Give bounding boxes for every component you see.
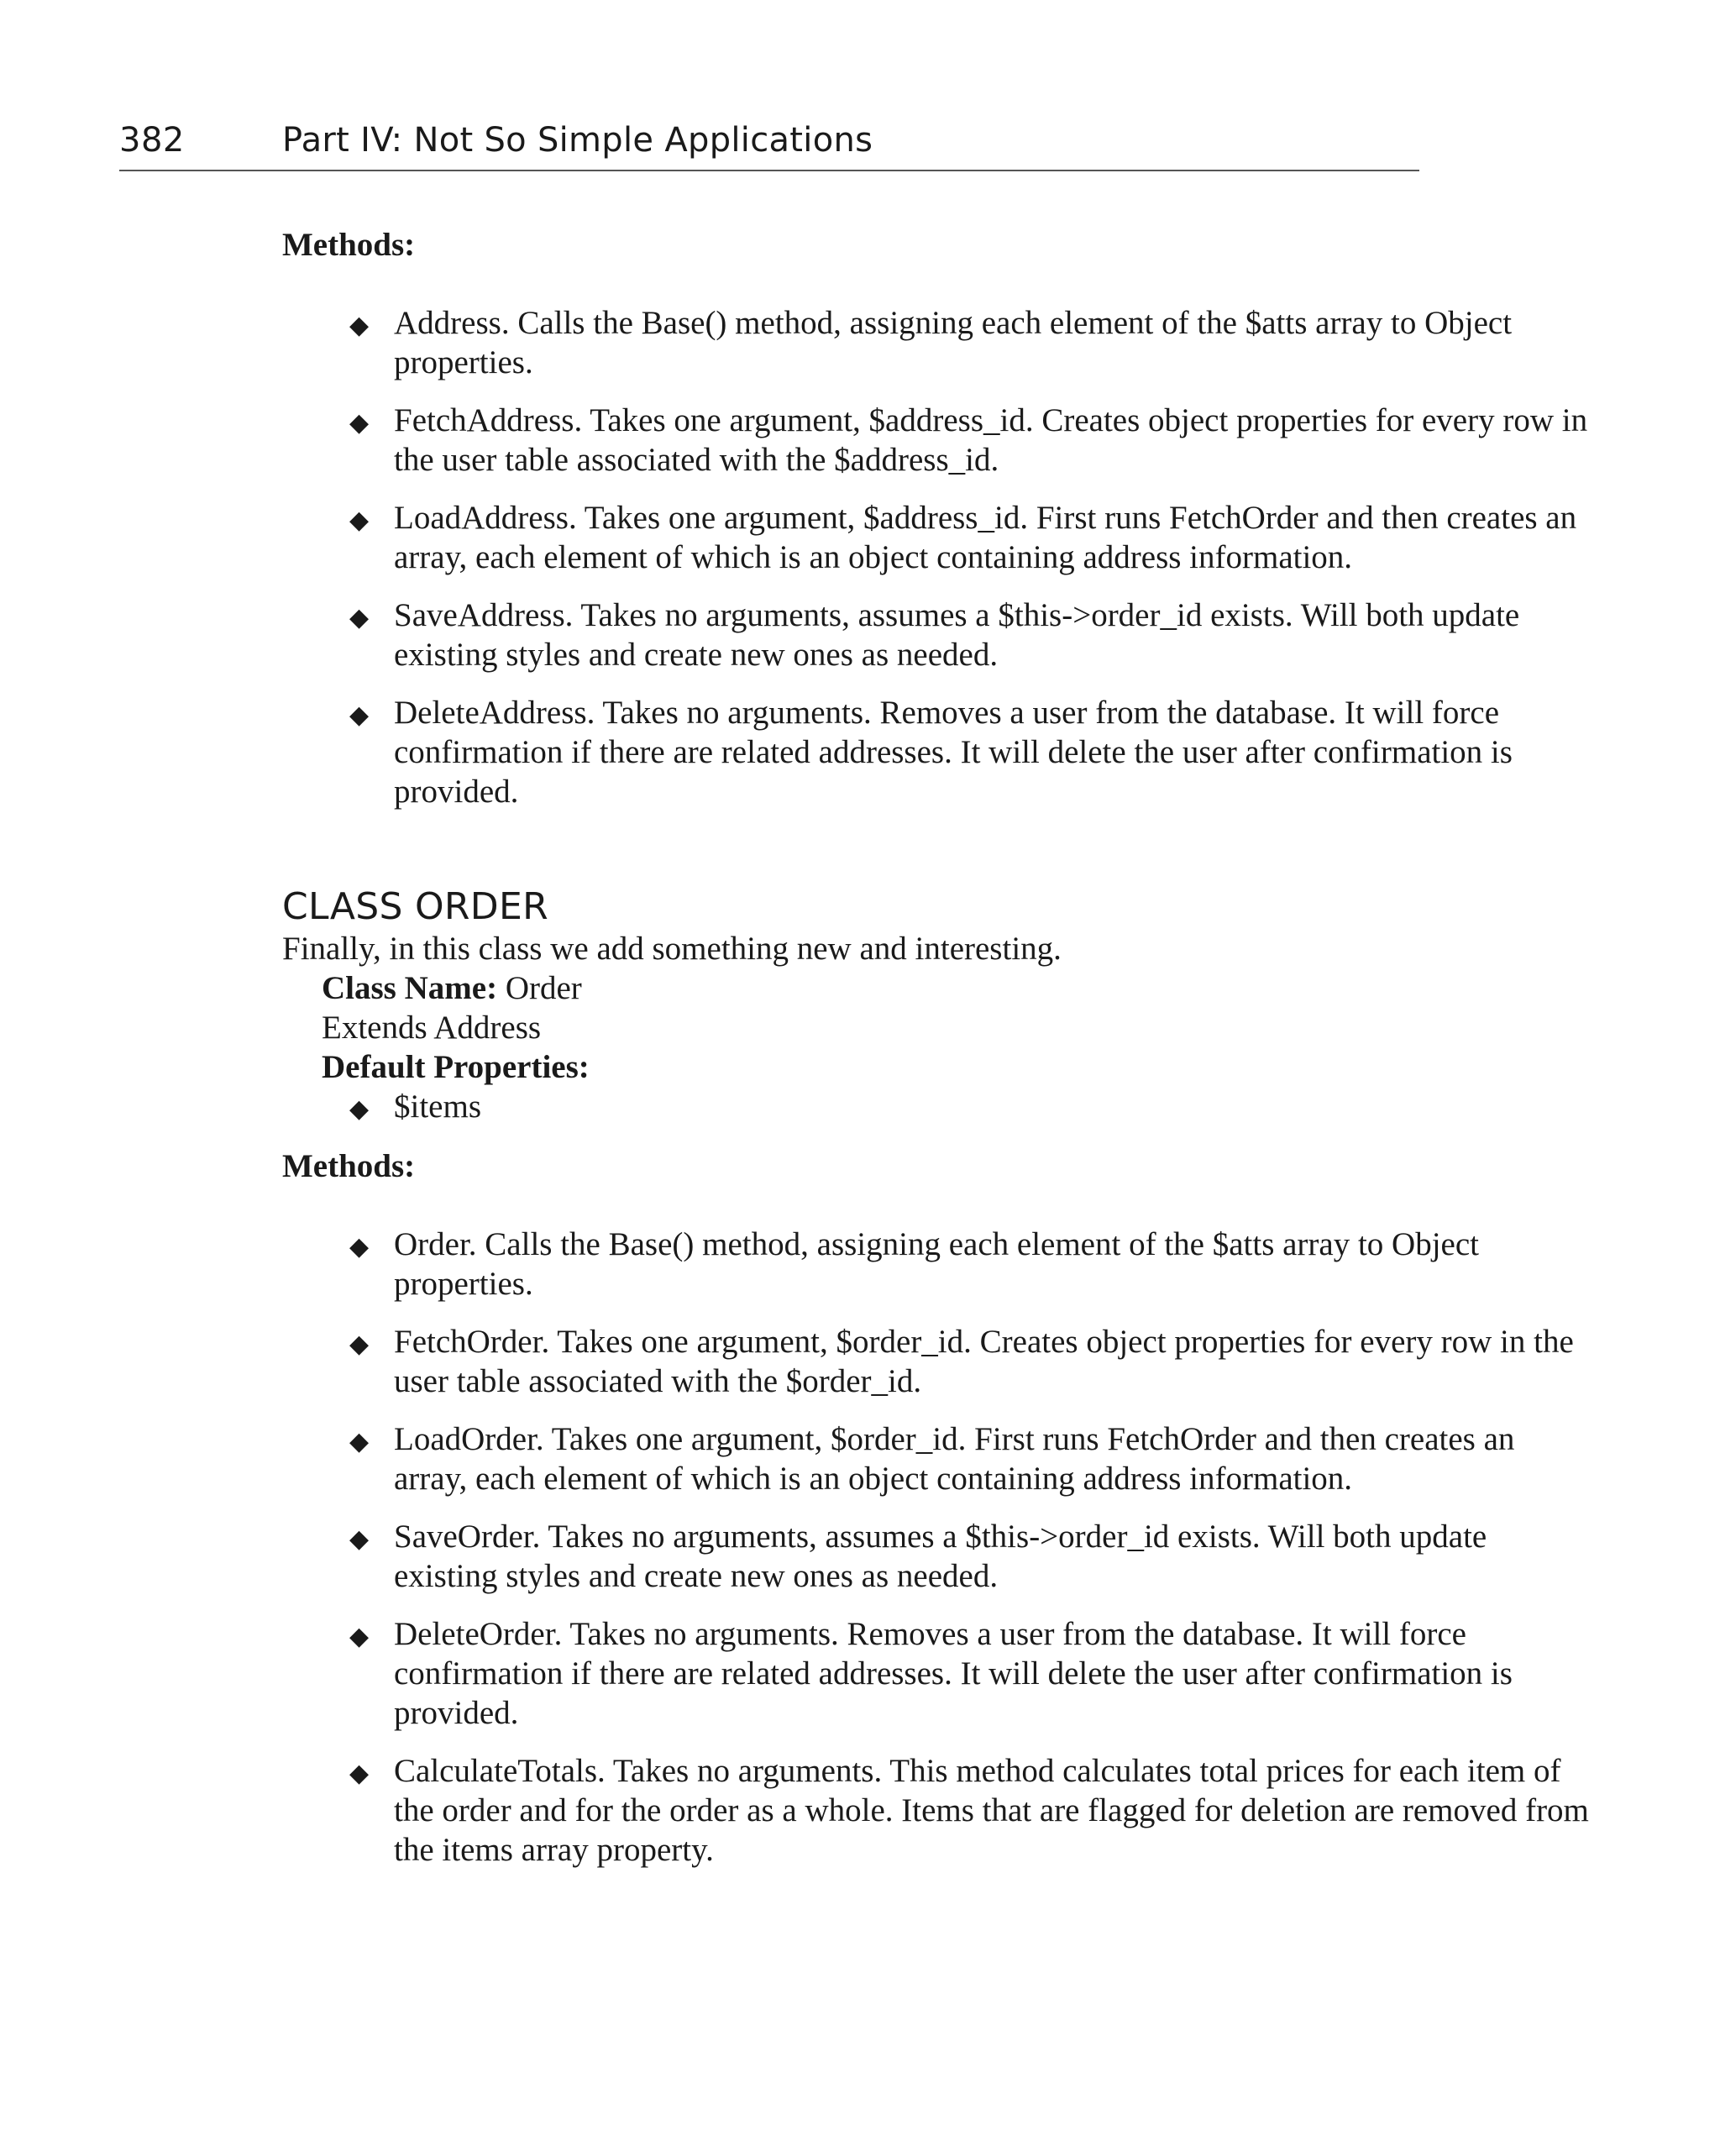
class-info (282, 968, 1424, 1087)
list-item-text: SaveOrder. Takes no arguments, assumes a $this->order_id exists. Will both update existing styles and create new ones as needed. (394, 1519, 1487, 1594)
diamond-bullet-icon: ◆ (349, 603, 370, 632)
diamond-bullet-icon: ◆ (349, 1330, 370, 1359)
list-item (282, 401, 1596, 480)
order-methods-label: Methods: (282, 1148, 416, 1184)
list-item (282, 1225, 1596, 1304)
extends-line: Extends Address (322, 1010, 542, 1046)
address-methods-label: Methods: (282, 227, 416, 263)
diamond-bullet-icon: ◆ (349, 311, 370, 340)
diamond-bullet-icon: ◆ (349, 700, 370, 730)
running-title: Part IV: Not So Simple Applications (282, 121, 873, 160)
list-item-text: Address. Calls the Base() method, assigning each element of the $atts array to Object properties. (394, 305, 1513, 380)
list-item-text: DeleteOrder. Takes no arguments. Removes a user from the database. It will force confirmation if there are related addresses. It will delete the user after confirmation is provided. (394, 1616, 1513, 1731)
list-item-text: LoadOrder. Takes one argument, $order_id. First runs FetchOrder and then creates an array, each element of which is an object containing address information. (394, 1421, 1515, 1497)
diamond-bullet-icon: ◆ (349, 1759, 370, 1788)
list-item-text: Order. Calls the Base() method, assigning each element of the $atts array to Object properties. (394, 1226, 1480, 1302)
diamond-bullet-icon: ◆ (349, 1524, 370, 1554)
list-item-text: LoadAddress. Takes one argument, $address_id. First runs FetchOrder and then creates an array, each element of which is an object containing address information. (394, 500, 1577, 575)
list-item (282, 498, 1596, 577)
list-item-text: FetchAddress. Takes one argument, $address_id. Creates object properties for every row in the user table associated with the $address_id. (394, 402, 1588, 478)
diamond-bullet-icon: ◆ (349, 1232, 370, 1262)
page-number: 382 (119, 121, 185, 160)
list-item (282, 1322, 1596, 1401)
diamond-bullet-icon: ◆ (349, 1622, 370, 1651)
list-item-text: FetchOrder. Takes one argument, $order_id. Creates object properties for every row in the user table associated with the $order_id. (394, 1324, 1574, 1399)
list-item-text: SaveAddress. Takes no arguments, assumes a $this->order_id exists. Will both update existing styles and create new ones as needed. (394, 597, 1520, 673)
section-intro: Finally, in this class we add something new and interesting. (282, 931, 1062, 967)
class-name-line (322, 968, 1424, 1008)
order-methods-list (282, 1225, 1589, 1870)
properties-list (282, 1087, 1424, 1126)
list-item (282, 1087, 1596, 1126)
list-item (282, 1614, 1596, 1733)
list-item-text: CalculateTotals. Takes no arguments. This method calculates total prices for each item of the order and for the order as a whole. Items that are flagged for deletion are removed from the items array property. (394, 1753, 1589, 1868)
section-heading-class-order: CLASS ORDER (282, 885, 548, 928)
default-properties-label: Default Properties: (322, 1049, 590, 1085)
diamond-bullet-icon: ◆ (349, 408, 370, 438)
list-item (282, 303, 1596, 382)
class-name-value: Order (497, 970, 582, 1006)
class-name-label: Class Name: (322, 970, 498, 1006)
list-item (282, 693, 1596, 811)
list-item (282, 1419, 1596, 1498)
list-item-text: $items (394, 1088, 481, 1125)
page-body (282, 225, 1589, 1888)
list-item-text: DeleteAddress. Takes no arguments. Removes a user from the database. It will force confirmation if there are related addresses. It will delete the user after confirmation is provided. (394, 695, 1513, 810)
list-item (282, 1751, 1596, 1870)
list-item (282, 1517, 1596, 1596)
diamond-bullet-icon: ◆ (349, 1427, 370, 1456)
list-item (282, 595, 1596, 674)
address-methods-list (282, 303, 1588, 811)
page-header (119, 119, 1419, 171)
diamond-bullet-icon: ◆ (349, 506, 370, 535)
diamond-bullet-icon: ◆ (349, 1094, 370, 1124)
